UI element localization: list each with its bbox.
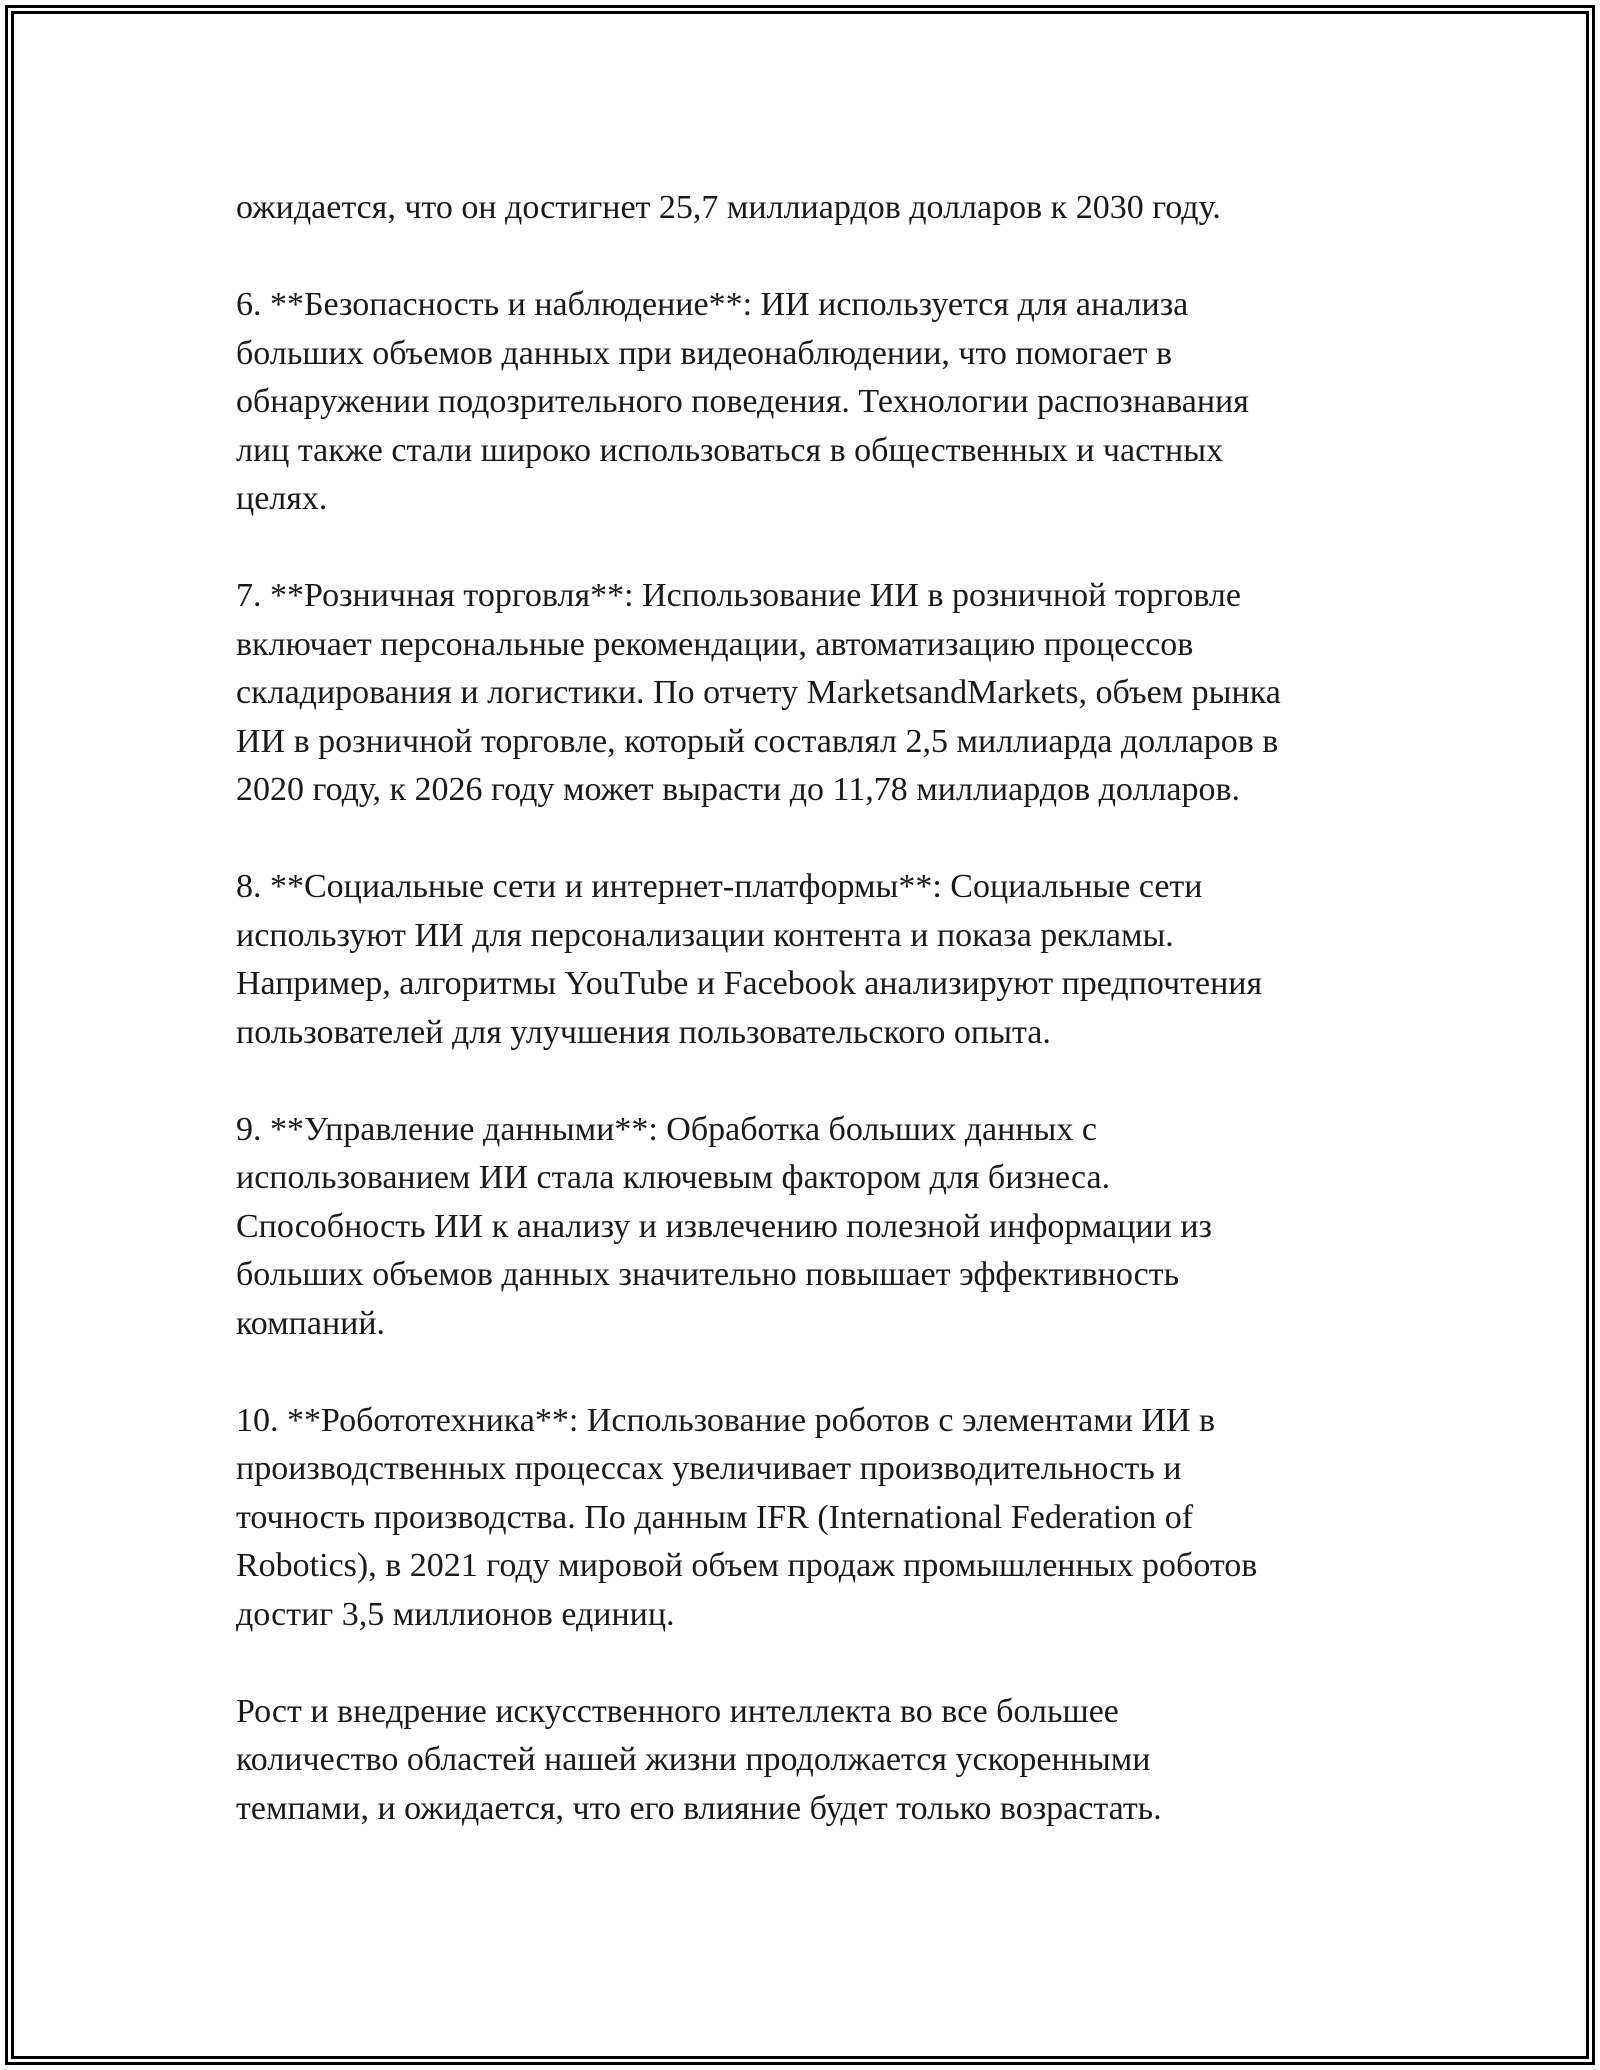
paragraph-conclusion: Рост и внедрение искусственного интеллекта во все большее количество областей нашей жизни продолжается ускоренными темпами, и ожидается, что его влияние будет только возрастать. <box>236 1692 1162 1827</box>
paragraph-continuation: ожидается, что он достигнет 25,7 миллиардов долларов к 2030 году. <box>236 189 1221 226</box>
document-body <box>236 184 1386 1833</box>
paragraph-security-surveillance: 6. **Безопасность и наблюдение**: ИИ используется для анализа больших объемов данных при видеонаблюдении, что помогает в обнаружении подозрительного поведения. Технологии распознавания лиц также стали широко использоваться в общественных и частных целях. <box>236 286 1249 517</box>
paragraph-social-networks: 8. **Социальные сети и интернет-платформы**: Социальные сети используют ИИ для персонализации контента и показа рекламы. Например, алгоритмы YouTube и Facebook анализируют предпочтения пользователей для улучшения пользовательского опыта. <box>236 868 1263 1051</box>
paragraph-robotics: 10. **Робототехника**: Использование роботов с элементами ИИ в производственных процессах увеличивает производительность и точность производства. По данным IFR (International Federation of Robotics), в 2021 году мировой объем продаж промышленных роботов достиг 3,5 миллионов единиц. <box>236 1401 1258 1633</box>
paragraph-data-management: 9. **Управление данными**: Обработка больших данных с использованием ИИ стала ключевым фактором для бизнеса. Способность ИИ к анализу и извлечению полезной информации из больших объемов данных значительно повышает эффективность компаний. <box>236 1110 1212 1342</box>
paragraph-retail: 7. **Розничная торговля**: Использование ИИ в розничной торговле включает персональные рекомендации, автоматизацию процессов складирования и логистики. По отчету MarketsandMarkets, объем рынка ИИ в розничной торговле, который составлял 2,5 миллиарда долларов в 2020 году, к 2026 году может вырасти до 11,78 миллиардов долларов. <box>236 577 1281 808</box>
